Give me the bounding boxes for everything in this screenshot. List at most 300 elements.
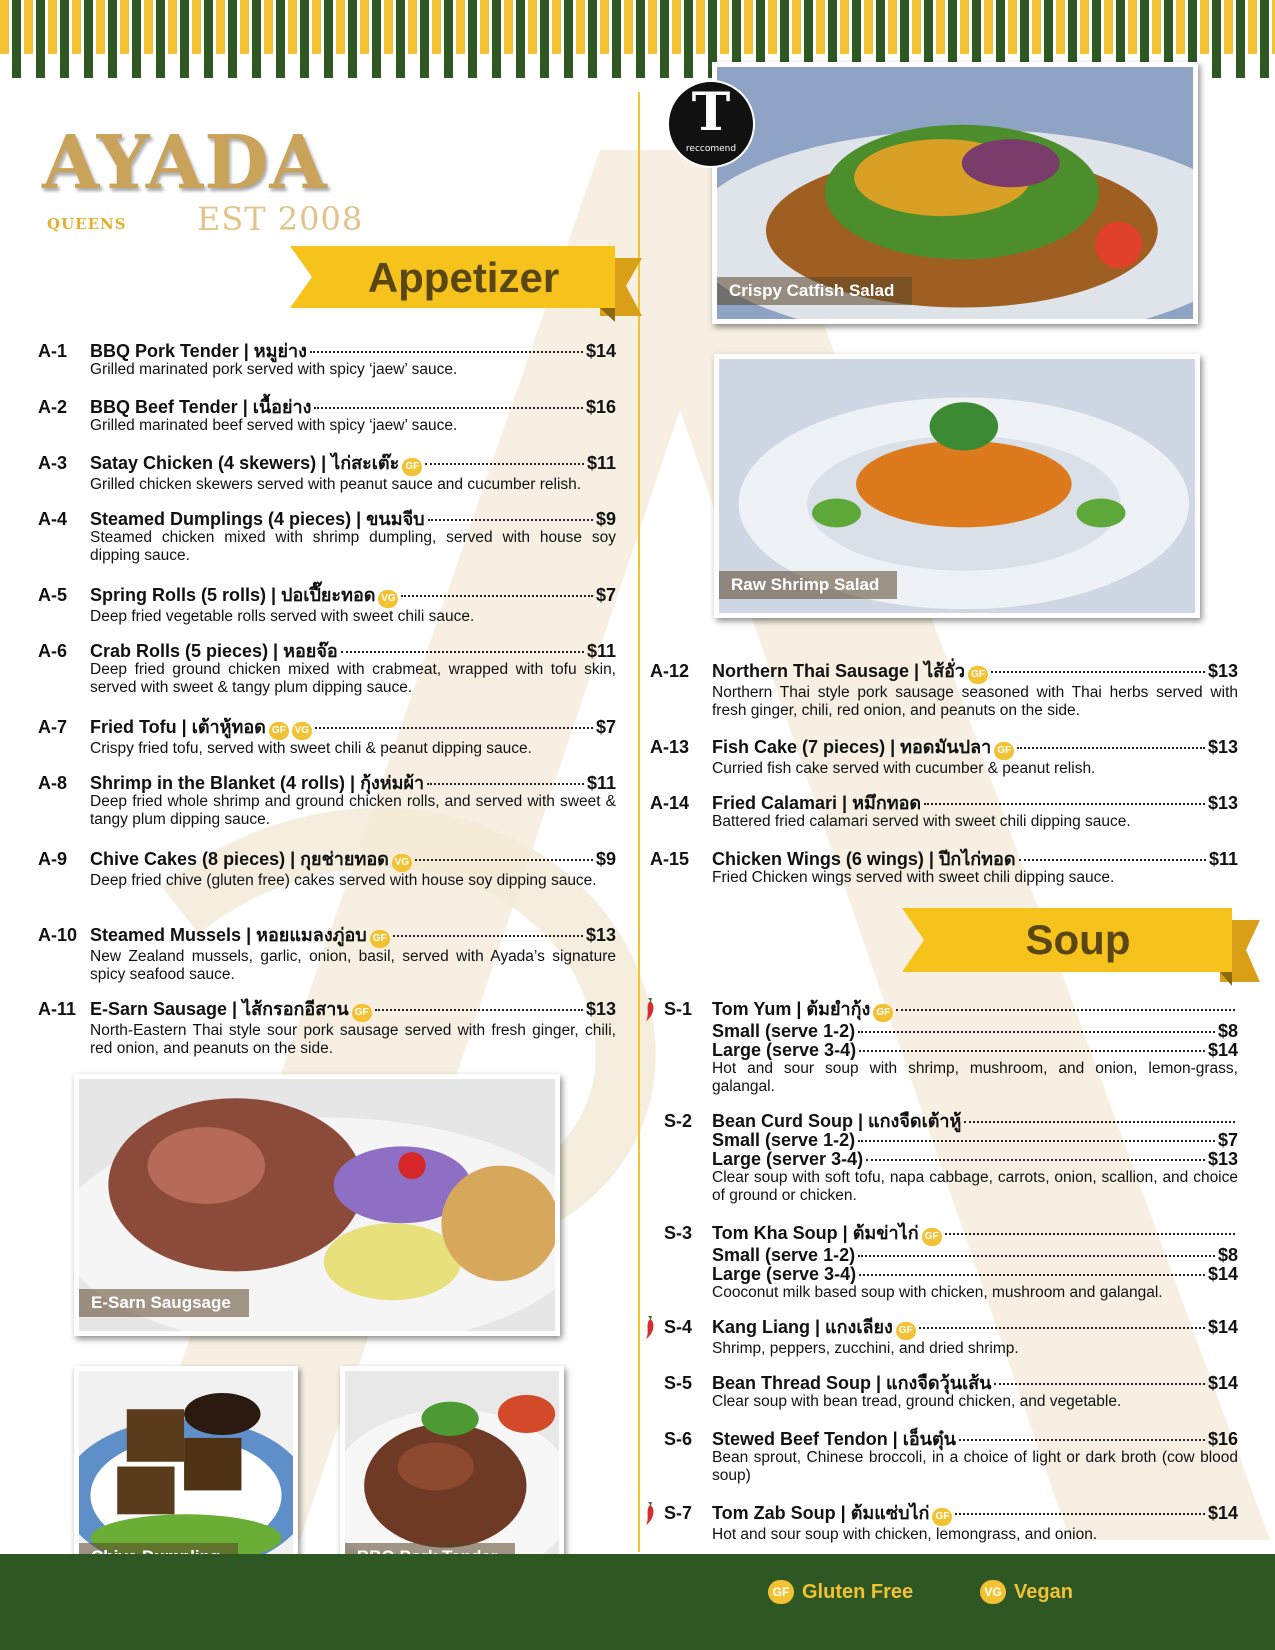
size-label: Large (server 3-4) (712, 1149, 864, 1169)
stripe (576, 0, 585, 54)
item-code: A-12 (650, 661, 690, 681)
size-label: Small (serve 1-2) (712, 1130, 856, 1150)
gluten-free-icon: GF (402, 458, 422, 476)
gluten-free-icon: GF (922, 1228, 942, 1246)
item-code: A-5 (38, 585, 68, 605)
gluten-free-icon: GF (352, 1004, 372, 1022)
gluten-free-icon: GF (896, 1322, 916, 1340)
item-code: A-2 (38, 397, 68, 417)
item-price: $14 (1207, 1317, 1238, 1337)
stripe (528, 0, 537, 54)
menu-item (38, 642, 616, 697)
item-name: Tom Yum | ต้มยำกุ้ง (712, 999, 871, 1019)
appetizer-banner (290, 246, 650, 328)
item-description: Deep fried whole shrimp and ground chicken rolls, and served with sweet & tangy plum dipping sauce. (90, 793, 616, 828)
stripe (684, 0, 693, 78)
stripe (888, 0, 897, 54)
menu-item (664, 1504, 1238, 1544)
soup-banner (902, 908, 1264, 992)
logo-wordmark: AYADA (42, 120, 328, 206)
stripe (228, 0, 237, 78)
item-description: New Zealand mussels, garlic, onion, basil, served with Ayada’s signature spicy seafood sauce. (90, 948, 616, 983)
stripe (84, 0, 93, 78)
dot-leader (314, 407, 583, 409)
item-name: Steamed Mussels | หอยแมลงภู่อบ (90, 925, 367, 945)
item-code: S-7 (664, 1503, 693, 1523)
item-title-row (712, 662, 1238, 684)
item-body (712, 662, 1238, 720)
stripe (648, 0, 657, 54)
item-body (712, 1112, 1238, 1205)
item-title-row (90, 586, 616, 608)
stripe (912, 0, 921, 54)
item-title-row (90, 510, 616, 529)
size-row (712, 1131, 1238, 1150)
stripe (144, 0, 153, 54)
stripe (264, 0, 273, 54)
stripe (1032, 0, 1041, 54)
stripe (132, 0, 141, 78)
stripe (360, 0, 369, 54)
item-code: A-10 (38, 925, 78, 945)
menu-item (38, 454, 616, 494)
stripe (192, 0, 201, 54)
dot-leader (401, 595, 593, 597)
ayada-logo (42, 90, 402, 250)
stripe (1176, 0, 1185, 54)
stripe (480, 0, 489, 54)
item-price: $13 (1207, 793, 1238, 813)
item-price: $11 (586, 773, 616, 793)
item-price: $9 (595, 509, 616, 529)
menu-item (38, 850, 616, 890)
stripe (324, 0, 333, 78)
size-row (712, 1246, 1238, 1265)
menu-item (38, 510, 616, 565)
stripe (1224, 0, 1233, 54)
item-name: Northern Thai Sausage | ไส้อั่ว (712, 661, 966, 681)
item-price: $16 (585, 397, 616, 417)
photo-esarn-sausage (74, 1074, 560, 1336)
dot-leader (858, 1140, 1215, 1142)
item-title-row (90, 1000, 616, 1022)
stripe (24, 0, 33, 54)
dot-leader (859, 1050, 1205, 1052)
photo-crispy-catfish-salad (712, 62, 1198, 324)
item-name: Spring Rolls (5 rolls) | ปอเปี๊ยะทอด (90, 585, 376, 605)
item-price: $14 (1207, 1503, 1238, 1523)
item-body (90, 718, 616, 758)
item-name: Bean Curd Soup | แกงจืดเต้าหู้ (712, 1111, 962, 1131)
menu-item (664, 1112, 1238, 1205)
chili-pepper-icon (642, 1500, 658, 1526)
item-code: A-8 (38, 773, 68, 793)
item-code: A-3 (38, 453, 68, 473)
dot-leader (924, 803, 1205, 805)
menu-item (38, 926, 616, 984)
stripe (816, 0, 825, 54)
dot-leader (991, 671, 1205, 673)
menu-item (38, 342, 616, 379)
item-description: Deep fried ground chicken mixed with crabmeat, wrapped with tofu skin, served with sweet & tangy plum dipping sauce. (90, 661, 616, 696)
nyt-recommend-badge (667, 80, 755, 168)
gluten-free-icon: GF (994, 742, 1014, 760)
stripe (492, 0, 501, 78)
menu-item (664, 1000, 1238, 1096)
item-code: A-4 (38, 509, 68, 529)
item-price: $14 (585, 341, 616, 361)
item-price: $13 (585, 999, 616, 1019)
size-row (712, 1150, 1238, 1169)
menu-item (38, 586, 616, 626)
logo-location: QUEENS (47, 215, 127, 233)
item-name: Stewed Beef Tendon | เอ็นตุ๋น (712, 1429, 956, 1449)
item-price: $13 (585, 925, 616, 945)
item-body (90, 586, 616, 626)
item-description: Cooconut milk based soup with chicken, mushroom and galangal. (712, 1284, 1163, 1301)
item-body (712, 738, 1238, 778)
item-description: Shrimp, peppers, zucchini, and dried shrimp. (712, 1340, 1019, 1357)
legend-vegan (980, 1580, 1073, 1604)
stripe (348, 0, 357, 78)
item-description: Crispy fried tofu, served with sweet chili & peanut dipping sauce. (90, 740, 532, 757)
item-description: Deep fried vegetable rolls served with sweet chili sauce. (90, 608, 475, 625)
item-price: $13 (1207, 737, 1238, 757)
stripe (960, 0, 969, 54)
item-body (90, 774, 616, 829)
stripe (1152, 0, 1161, 54)
stripe (1008, 0, 1017, 54)
item-title-row (90, 642, 616, 661)
item-code: A-11 (38, 999, 77, 1019)
dot-leader (1019, 859, 1206, 861)
stripe (252, 0, 261, 78)
gluten-free-icon: GF (370, 930, 390, 948)
stripe (48, 0, 57, 54)
stripe (96, 0, 105, 54)
item-body (90, 398, 616, 435)
item-price: $13 (1207, 661, 1238, 681)
menu-item (664, 1318, 1238, 1358)
stripe (240, 0, 249, 54)
stripe (624, 0, 633, 54)
item-price: $16 (1207, 1429, 1238, 1449)
item-title-row (90, 454, 616, 476)
menu-item (650, 850, 1238, 887)
stripe (540, 0, 549, 78)
gluten-free-icon: GF (873, 1004, 893, 1022)
stripe (456, 0, 465, 54)
item-price: $7 (595, 717, 616, 737)
dot-leader (919, 1327, 1205, 1329)
item-body (712, 1000, 1238, 1096)
stripe (396, 0, 405, 78)
stripe (768, 0, 777, 54)
menu-item (38, 398, 616, 435)
stripe (312, 0, 321, 54)
item-body (90, 1000, 616, 1058)
dot-leader (866, 1159, 1205, 1161)
item-title-row (712, 1224, 1238, 1246)
size-row (712, 1022, 1238, 1041)
item-body (90, 850, 616, 890)
item-name: Tom Kha Soup | ต้มข่าไก่ (712, 1223, 919, 1243)
stripe (12, 0, 21, 78)
stripe (984, 0, 993, 54)
stripe (612, 0, 621, 78)
menu-item (650, 738, 1238, 778)
item-body (712, 1224, 1238, 1302)
item-name: Fried Tofu | เต้าหู้ทอด (90, 717, 266, 737)
caption-sausage: E-Sarn Saugsage (79, 1289, 249, 1317)
menu-item (38, 1000, 616, 1058)
item-title-row (90, 850, 616, 872)
item-price: $9 (595, 849, 616, 869)
stripe (504, 0, 513, 54)
item-name: Tom Zab Soup | ต้มแซ่บไก่ (712, 1503, 930, 1523)
stripe (384, 0, 393, 54)
item-name: Chive Cakes (8 pieces) | กุยช่ายทอด (90, 849, 389, 869)
item-body (90, 454, 616, 494)
section-title-soup: Soup (1025, 916, 1131, 963)
stripe (936, 0, 945, 54)
dot-leader (858, 1031, 1215, 1033)
stripe (1056, 0, 1065, 54)
stripe (1200, 0, 1209, 54)
item-code: S-4 (664, 1317, 693, 1337)
dot-leader (415, 859, 593, 861)
item-name: Fried Calamari | หมึกทอด (712, 793, 922, 813)
gluten-free-icon: GF (968, 666, 988, 684)
gluten-free-icon: GF (269, 722, 289, 740)
size-price: $7 (1217, 1130, 1238, 1150)
item-title-row (712, 1504, 1238, 1526)
item-title-row (90, 398, 616, 417)
stripe (180, 0, 189, 78)
nyt-logo-icon: T (691, 82, 731, 143)
stripe (1212, 0, 1221, 78)
stripe (336, 0, 345, 54)
item-body (90, 510, 616, 565)
chili-pepper-icon (642, 996, 658, 1022)
dot-leader (858, 1255, 1215, 1257)
stripe (1236, 0, 1245, 78)
item-description: Grilled marinated pork served with spicy ‘jaew’ sauce. (90, 361, 458, 378)
item-price: $11 (1208, 849, 1238, 869)
section-title-appetizer: Appetizer (367, 254, 560, 301)
item-name: BBQ Beef Tender | เนื้อย่าง (90, 397, 312, 417)
item-code: A-1 (38, 341, 68, 361)
stripe (696, 0, 705, 54)
item-description: Deep fried chive (gluten free) cakes served with house soy dipping sauce. (90, 872, 597, 889)
menu-item (38, 774, 616, 829)
item-code: S-5 (664, 1373, 693, 1393)
item-name: Kang Liang | แกงเลียง (712, 1317, 893, 1337)
dot-leader (428, 519, 593, 521)
dot-leader (964, 1121, 1235, 1123)
stripe (840, 0, 849, 54)
item-code: S-2 (664, 1111, 693, 1131)
stripe (432, 0, 441, 54)
item-description: Steamed chicken mixed with shrimp dumpling, served with house soy dipping sauce. (90, 529, 616, 564)
stripe (276, 0, 285, 78)
dot-leader (859, 1274, 1205, 1276)
stripe (672, 0, 681, 54)
stripe (0, 0, 9, 54)
dot-leader (341, 651, 584, 653)
stripe (408, 0, 417, 54)
size-label: Small (serve 1-2) (712, 1021, 856, 1041)
stripe (72, 0, 81, 54)
stripe (564, 0, 573, 78)
stripe (636, 0, 645, 78)
item-name: E-Sarn Sausage | ไส้กรอกอีสาน (90, 999, 349, 1019)
stripe (444, 0, 453, 78)
stripe (516, 0, 525, 78)
item-description: Hot and sour soup with shrimp, mushroom, and onion, lemon-grass, galangal. (712, 1060, 1238, 1095)
stripe (288, 0, 297, 54)
item-description: Clear soup with bean tread, ground chicken, and vegetable. (712, 1393, 1122, 1410)
dot-leader (310, 351, 583, 353)
item-price: $14 (1207, 1373, 1238, 1393)
stripe (420, 0, 429, 78)
item-description: Battered fried calamari served with sweet chili dipping sauce. (712, 813, 1131, 830)
item-code: S-3 (664, 1223, 693, 1243)
item-body (712, 850, 1238, 887)
item-name: Chicken Wings (6 wings) | ปีกไก่ทอด (712, 849, 1016, 869)
item-name: Satay Chicken (4 skewers) | ไก่สะเต๊ะ (90, 453, 400, 473)
stripe (1260, 0, 1269, 78)
item-title-row (90, 774, 616, 793)
item-code: A-15 (650, 849, 690, 869)
photo-raw-shrimp-salad (714, 354, 1200, 618)
item-name: Crab Rolls (5 pieces) | หอยจ๊อ (90, 641, 338, 661)
size-row (712, 1265, 1238, 1284)
size-label: Large (serve 3-4) (712, 1264, 857, 1284)
dot-leader (1017, 747, 1205, 749)
dot-leader (425, 463, 584, 465)
stripe (1128, 0, 1137, 54)
item-title-row (712, 738, 1238, 760)
item-name: Bean Thread Soup | แกงจืดวุ้นเส้น (712, 1373, 992, 1393)
menu-item (664, 1430, 1238, 1485)
dot-leader (427, 783, 584, 785)
dot-leader (393, 935, 583, 937)
item-title-row (90, 718, 616, 740)
size-row (712, 1041, 1238, 1060)
stripe (36, 0, 45, 78)
stripe (660, 0, 669, 78)
item-body (712, 794, 1238, 831)
size-price: $14 (1207, 1264, 1238, 1284)
item-body (90, 642, 616, 697)
item-name: Steamed Dumplings (4 pieces) | ขนมจีบ (90, 509, 425, 529)
menu-item (664, 1224, 1238, 1302)
stripe (588, 0, 597, 78)
vegan-icon: VG (378, 590, 398, 608)
gluten-free-icon: GF (932, 1508, 952, 1526)
menu-item (664, 1374, 1238, 1411)
footer-bar (0, 1554, 1275, 1650)
item-description: Hot and sour soup with chicken, lemongrass, and onion. (712, 1526, 1098, 1543)
stripe (60, 0, 69, 78)
chili-pepper-icon (642, 1314, 658, 1340)
dot-leader (896, 1009, 1235, 1011)
stripe (720, 0, 729, 54)
dot-leader (959, 1439, 1205, 1441)
stripe (792, 0, 801, 54)
item-description: Curried fish cake served with cucumber & peanut relish. (712, 760, 1096, 777)
size-price: $14 (1207, 1040, 1238, 1060)
stripe (168, 0, 177, 54)
item-body (90, 926, 616, 984)
stripe (1080, 0, 1089, 54)
vegan-icon: VG (292, 722, 312, 740)
recommend-label: reccomend (685, 144, 737, 154)
item-price: $11 (586, 641, 616, 661)
item-title-row (712, 1112, 1238, 1131)
size-price: $8 (1217, 1021, 1238, 1041)
caption-shrimp: Raw Shrimp Salad (719, 571, 897, 599)
stripe (216, 0, 225, 54)
dot-leader (315, 727, 593, 729)
item-title-row (90, 926, 616, 948)
dot-leader (994, 1383, 1205, 1385)
item-body (712, 1318, 1238, 1358)
item-body (712, 1430, 1238, 1485)
gluten-free-icon: GF (768, 1580, 794, 1604)
menu-item (650, 662, 1238, 720)
menu-item (650, 794, 1238, 831)
size-price: $8 (1217, 1245, 1238, 1265)
legend-gluten-free (768, 1580, 913, 1604)
item-name: BBQ Pork Tender | หมูย่าง (90, 341, 307, 361)
item-description: Fried Chicken wings served with sweet chili dipping sauce. (712, 869, 1115, 886)
vegan-icon: VG (392, 854, 412, 872)
size-label: Small (serve 1-2) (712, 1245, 856, 1265)
item-body (712, 1374, 1238, 1411)
item-description: Clear soup with soft tofu, napa cabbage, carrots, onion, scallion, and choice of ground or chicken. (712, 1169, 1238, 1204)
stripe (204, 0, 213, 78)
dot-leader (375, 1009, 583, 1011)
item-title-row (712, 794, 1238, 813)
dot-leader (955, 1513, 1205, 1515)
stripe (372, 0, 381, 78)
item-name: Shrimp in the Blanket (4 rolls) | กุ้งห่มผ้า (90, 773, 425, 793)
stripe (1248, 0, 1257, 54)
menu-item (38, 718, 616, 758)
item-code: A-13 (650, 737, 690, 757)
item-title-row (90, 342, 616, 361)
stripe (120, 0, 129, 54)
item-code: A-6 (38, 641, 68, 661)
vegan-icon: VG (980, 1580, 1006, 1604)
item-code: A-14 (650, 793, 690, 813)
item-name: Fish Cake (7 pieces) | ทอดมันปลา (712, 737, 992, 757)
stripe (600, 0, 609, 54)
legend-gluten-free-label: Gluten Free (802, 1580, 914, 1603)
item-code: A-9 (38, 849, 68, 869)
item-body (90, 342, 616, 379)
item-title-row (712, 1430, 1238, 1449)
stripe (552, 0, 561, 54)
item-title-row (712, 1318, 1238, 1340)
stripe (156, 0, 165, 78)
size-price: $13 (1207, 1149, 1238, 1169)
item-description: Northern Thai style pork sausage seasoned with Thai herbs served with fresh ginger, chili, red onion, and peanuts on the side. (712, 684, 1238, 719)
item-title-row (712, 1000, 1238, 1022)
stripe (744, 0, 753, 54)
